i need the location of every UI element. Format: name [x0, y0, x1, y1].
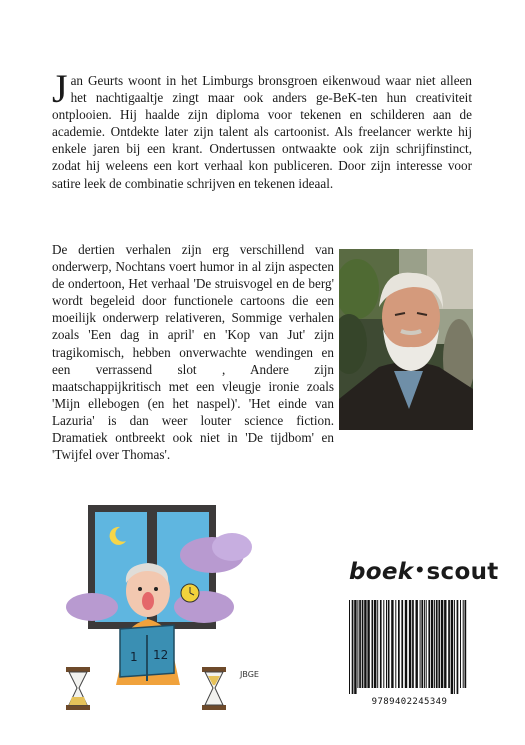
publisher-logo-dot: •: [414, 561, 426, 581]
author-photo: [339, 249, 473, 430]
barcode-bar: [374, 600, 376, 688]
barcode-bar: [436, 600, 438, 688]
barcode-bar: [359, 600, 361, 688]
artist-signature: JBGE: [240, 670, 259, 679]
barcode-bar: [367, 600, 369, 688]
barcode-bar: [357, 600, 358, 688]
publisher-logo-part2: scout: [426, 559, 499, 585]
barcode-bar: [405, 600, 407, 688]
barcode-bar: [426, 600, 427, 688]
barcode-bar: [428, 600, 430, 688]
barcode-bar: [377, 600, 378, 688]
barcode-bar: [401, 600, 403, 688]
barcode-bar: [454, 600, 455, 694]
barcode-bar: [438, 600, 440, 688]
barcode-bar: [364, 600, 366, 688]
book-left-number: 1: [130, 650, 138, 664]
drop-cap: J: [52, 66, 68, 111]
barcode-bar: [421, 600, 423, 688]
barcode-bar: [431, 600, 433, 688]
barcode-bar: [383, 600, 384, 688]
barcode-bar: [465, 600, 467, 688]
barcode-bar: [434, 600, 435, 688]
barcode-bar: [388, 600, 390, 688]
barcode-bar: [395, 600, 396, 688]
barcode-bar: [380, 600, 382, 688]
barcode-bar: [372, 600, 374, 688]
barcode-bar: [391, 600, 393, 688]
hourglass-right: [202, 667, 226, 710]
book-right-number: 12: [153, 648, 169, 662]
barcode-bar: [448, 600, 450, 688]
barcode-bar: [441, 600, 443, 688]
barcode-bar: [420, 600, 421, 688]
barcode-bar: [349, 600, 350, 694]
hourglass-left: [66, 667, 90, 710]
barcode-bar: [460, 600, 461, 688]
barcode-bar: [457, 600, 459, 694]
author-bio-text: an Geurts woont in het Limburgs bronsgroen eikenwoud waar niet alleen het nachtigaaltje zingt maar ook anders ge-BeK-ten hun creativiteit ontplooien. Hij haalde zijn diploma voor tekenen en schilderen aan de academie. Ontdekte later zijn talent als cartoonist. Als freelancer werkte hij enkele jaren bij een krant. Ondertussen ontwaakte ook zijn schrijfinstinct, zodat hij weleens een kort verhaal kon publiceren. Door zijn interesse voor satire leek de combinatie schrijven en tekenen ideaal.: [52, 73, 472, 191]
barcode-bar: [416, 600, 418, 688]
book-blurb-paragraph: De dertien verhalen zijn erg verschillend van onderwerp, Nochtans voert humor in al zijn aspecten de ondertoon, Het verhaal 'De struisvogel en de berg' wordt begeleid door functionele cartoons die een moeilijk onderwerp relativeren, Sommige verhalen zoals 'Een dag in april' en 'Kop van Jut' zijn tragikomisch, hebben onverwachte wendingen en een verrassend slot , Andere zijn maatschappijkritisch met een vleugje ironie zoals 'Mijn ellebogen (en het naspel)'. 'Het einde van Lazuria' is dan weer louter science fiction. Dramatiek ontbreekt ook niet in 'De tijdbom' en 'Twijfel over Thomas'.: [52, 242, 334, 463]
barcode-bar: [463, 600, 464, 688]
publisher-logo: [349, 559, 499, 585]
barcode-bar: [354, 600, 356, 694]
author-bio-paragraph: [52, 66, 472, 192]
publisher-logo-part1: boek: [349, 559, 414, 585]
isbn-number: 9789402245349: [371, 697, 448, 707]
barcode-bar: [409, 600, 411, 688]
isbn-barcode: [345, 598, 472, 706]
barcode-bar: [424, 600, 425, 688]
barcode-bar: [362, 600, 364, 688]
barcode-bar: [398, 600, 400, 688]
cartoon-illustration: [62, 499, 274, 713]
barcode-bar: [444, 600, 446, 688]
barcode-bar: [386, 600, 387, 688]
barcode-bar: [352, 600, 354, 694]
barcode-bar: [451, 600, 453, 694]
barcode-bar: [412, 600, 414, 688]
